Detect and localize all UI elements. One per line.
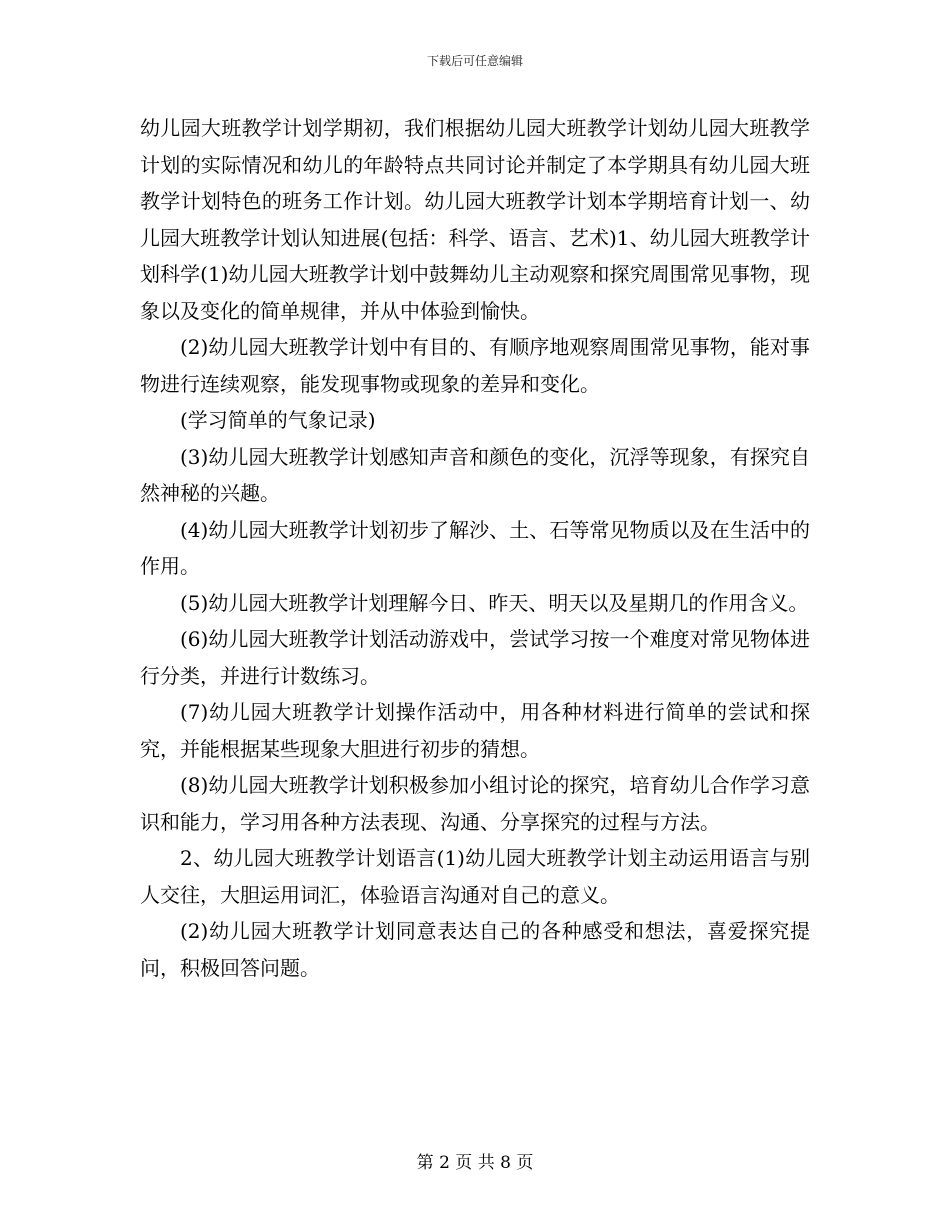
paragraph-4: (3)幼儿园大班教学计划感知声音和颜色的变化，沉浮等现象，有探究自然神秘的兴趣。 [140, 444, 810, 505]
paragraph-2: (2)幼儿园大班教学计划中有目的、有顺序地观察周围常见事物，能对事物进行连续观察，能发现事物或现象的差异和变化。 [140, 335, 810, 396]
paragraph-9: (8)幼儿园大班教学计划积极参加小组讨论的探究，培育幼儿合作学习意识和能力，学习用各种方法表现、沟通、分享探究的过程与方法。 [140, 773, 810, 834]
paragraph-1: 幼儿园大班教学计划学期初，我们根据幼儿园大班教学计划幼儿园大班教学计划的实际情况和幼儿的年龄特点共同讨论并制定了本学期具有幼儿园大班教学计划特色的班务工作计划。幼儿园大班教学计划本学期培育计划一、幼儿园大班教学计划认知进展(包括：科学、语言、艺术)1、幼儿园大班教学计划科学(1)幼儿园大班教学计划中鼓舞幼儿主动观察和探究周围常见事物，现象以及变化的简单规律，并从中体验到愉快。 [140, 116, 810, 323]
paragraph-3: (学习简单的气象记录) [180, 408, 376, 432]
page-header: 下载后可任意编辑 [426, 54, 523, 68]
paragraph-6: (5)幼儿园大班教学计划理解今日、昨天、明天以及星期几的作用含义。 [180, 590, 809, 615]
paragraph-11: (2)幼儿园大班教学计划同意表达自己的各种感受和想法，喜爱探究提问，积极回答问题。 [140, 919, 810, 980]
page-number: 第 2 页 共 8 页 [416, 1153, 534, 1173]
paragraph-10: 2、幼儿园大班教学计划语言(1)幼儿园大班教学计划主动运用语言与别人交往，大胆运用词汇，体验语言沟通对自己的意义。 [140, 846, 810, 907]
document-body [140, 110, 810, 986]
paragraph-5: (4)幼儿园大班教学计划初步了解沙、土、石等常见物质以及在生活中的作用。 [140, 517, 810, 578]
paragraph-7: (6)幼儿园大班教学计划活动游戏中，尝试学习按一个难度对常见物体进行分类，并进行计数练习。 [140, 627, 810, 688]
paragraph-8: (7)幼儿园大班教学计划操作活动中，用各种材料进行简单的尝试和探究，并能根据某些现象大胆进行初步的猜想。 [140, 700, 810, 761]
